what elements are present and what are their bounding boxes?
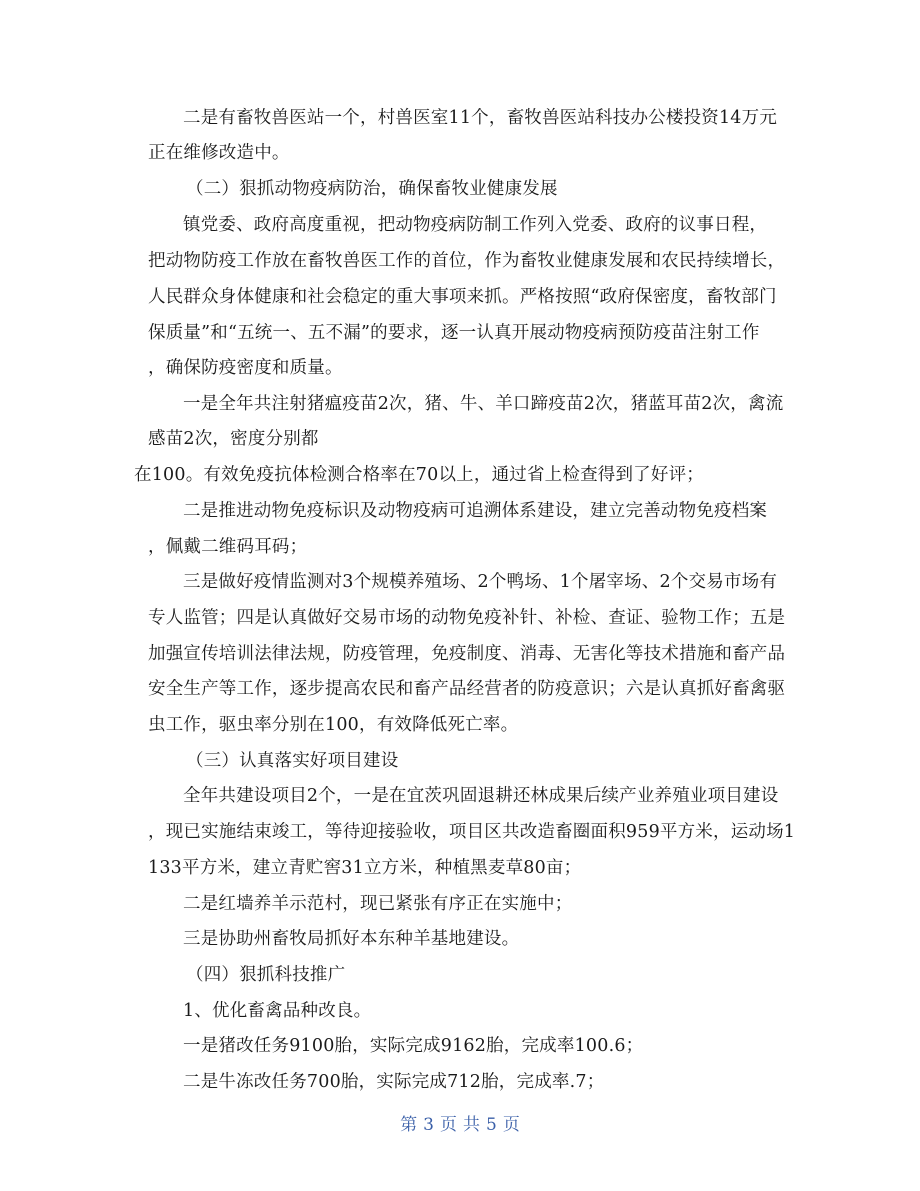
footer-page-label: 页 xyxy=(440,1115,457,1135)
paragraph-line: ，确保防疫密度和质量。 xyxy=(148,358,343,378)
footer-total-label: 共 xyxy=(463,1115,480,1135)
page-footer xyxy=(0,1114,920,1136)
current-page-number: 3 xyxy=(423,1115,434,1135)
paragraph-line: 人民群众身体健康和社会稳定的重大事项来抓。严格按照“政府保密度，畜牧部门 xyxy=(148,287,777,307)
paragraph-line: 二是牛冻改任务700胎，实际完成712胎，完成率.7； xyxy=(183,1072,605,1092)
paragraph-line: 一是全年共注射猪瘟疫苗2次，猪、牛、羊口蹄疫苗2次，猪蓝耳苗2次，禽流 xyxy=(183,394,784,414)
paragraph-line: 三是协助州畜牧局抓好本东种羊基地建设。 xyxy=(183,929,520,949)
section-heading: （二）狠抓动物疫病防治，确保畜牧业健康发展 xyxy=(186,179,558,199)
paragraph-line: 三是做好疫情监测对3个规模养殖场、2个鸭场、1个屠宰场、2个交易市场有 xyxy=(183,572,778,592)
footer-suffix: 页 xyxy=(502,1115,520,1135)
paragraph-line: 加强宣传培训法律法规，防疫管理，免疫制度、消毒、无害化等技术措施和畜产品 xyxy=(148,644,786,664)
paragraph-line: 安全生产等工作，逐步提高农民和畜产品经营者的防疫意识；六是认真抓好畜禽驱 xyxy=(148,679,786,699)
paragraph-line: 全年共建设项目2个，一是在宜茨巩固退耕还林成果后续产业养殖业项目建设 xyxy=(183,786,779,806)
paragraph-line: 把动物防疫工作放在畜牧兽医工作的首位，作为畜牧业健康发展和农民持续增长， xyxy=(148,251,786,271)
paragraph-line: 正在维修改造中。 xyxy=(148,143,290,163)
paragraph-line: 133平方米，建立青贮窖31立方米，种植黑麦草80亩； xyxy=(148,858,582,878)
paragraph-line: 二是有畜牧兽医站一个，村兽医室11个，畜牧兽医站科技办公楼投资14万元 xyxy=(183,108,778,128)
paragraph-line: 专人监管；四是认真做好交易市场的动物免疫补针、补检、查证、验物工作；五是 xyxy=(148,608,786,628)
paragraph-line: 保质量”和“五统一、五不漏”的要求，逐一认真开展动物疫病预防疫苗注射工作 xyxy=(148,323,760,343)
section-heading: （三）认真落实好项目建设 xyxy=(186,751,399,771)
paragraph-line: 在100。有效免疫抗体检测合格率在70以上，通过省上检查得到了好评； xyxy=(134,465,704,485)
paragraph-line: 二是推进动物免疫标识及动物疫病可追溯体系建设，建立完善动物免疫档案 xyxy=(183,501,768,521)
paragraph-line: 感苗2次，密度分别都 xyxy=(148,429,319,449)
section-heading: （四）狠抓科技推广 xyxy=(186,965,346,985)
paragraph-line: ，现已实施结束竣工，等待迎接验收，项目区共改造畜圈面积959平方米，运动场1 xyxy=(148,822,796,842)
footer-prefix: 第 xyxy=(400,1115,418,1135)
paragraph-line: 二是红墙养羊示范村，现已紧张有序正在实施中； xyxy=(183,894,573,914)
paragraph-line: 虫工作，驱虫率分别在100，有效降低死亡率。 xyxy=(148,715,519,735)
paragraph-line: 一是猪改任务9100胎，实际完成9162胎，完成率100.6； xyxy=(183,1036,644,1056)
paragraph-line: ，佩戴二维码耳码； xyxy=(148,537,308,557)
total-page-count: 5 xyxy=(486,1115,497,1135)
paragraph-line: 1、优化畜禽品种改良。 xyxy=(183,1001,372,1021)
paragraph-line: 镇党委、政府高度重视，把动物疫病防制工作列入党委、政府的议事日程， xyxy=(183,215,768,235)
